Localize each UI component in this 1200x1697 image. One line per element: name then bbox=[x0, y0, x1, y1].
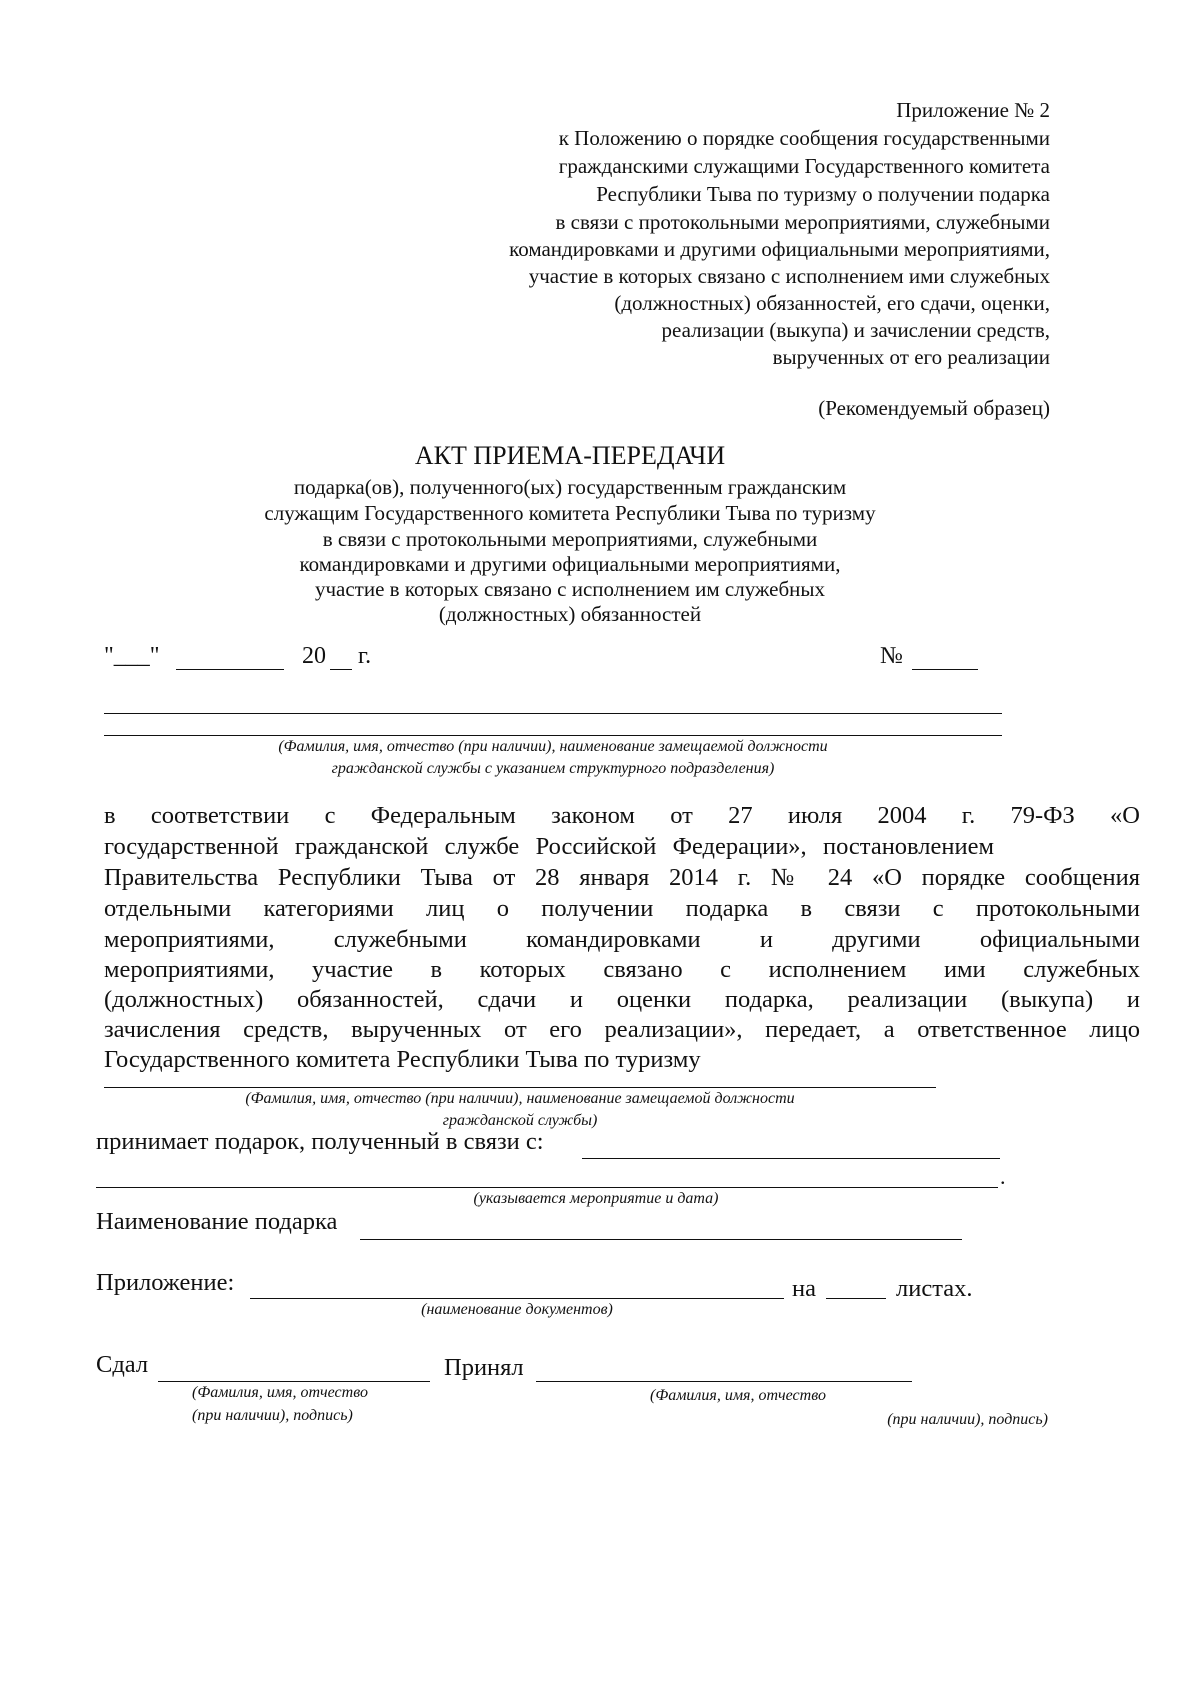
received-label: Принял bbox=[444, 1354, 524, 1381]
caption-receiver-signature: (при наличии), подпись) bbox=[887, 1411, 1048, 1428]
title-subline: (должностных) обязанностей bbox=[438, 602, 702, 626]
received-signature-line bbox=[536, 1381, 912, 1382]
appendix-line: в связи с протокольными мероприятиями, служебными bbox=[555, 210, 1050, 234]
appendix-line: вырученных от его реализации bbox=[772, 345, 1050, 369]
month-blank-line bbox=[176, 669, 284, 670]
caption-fio-position: гражданской службы с указанием структурного подразделения) bbox=[331, 760, 775, 777]
body-line: государственной гражданской службе Российской Федерации», постановлением bbox=[104, 833, 994, 860]
appendix-line: реализации (выкупа) и зачислении средств, bbox=[661, 318, 1050, 342]
appendix-line: командировками и другими официальными мероприятиями, bbox=[509, 237, 1050, 261]
fio-line-1 bbox=[104, 713, 1002, 714]
body-line: зачисления средств, вырученных от его реализации», передает, а ответственное лицо bbox=[104, 1016, 1140, 1043]
accepts-label: принимает подарок, полученный в связи с: bbox=[96, 1128, 544, 1155]
gift-name-label: Наименование подарка bbox=[96, 1208, 338, 1235]
year-suffix: г. bbox=[358, 643, 372, 669]
caption-receiver-signature: (Фамилия, имя, отчество bbox=[650, 1387, 826, 1404]
title-subline: служащим Государственного комитета Республики Тыва по туризму bbox=[264, 501, 876, 525]
sheets-label: листах. bbox=[896, 1275, 973, 1302]
year-prefix: 20 bbox=[302, 643, 326, 669]
title-subline: в связи с протокольными мероприятиями, служебными bbox=[322, 527, 818, 551]
date-day: "___" bbox=[104, 643, 160, 669]
body-line: мероприятиями, участие в которых связано с исполнением ими служебных bbox=[104, 956, 1140, 983]
title-subline: командировками и другими официальными мероприятиями, bbox=[299, 552, 841, 576]
gave-label: Сдал bbox=[96, 1351, 149, 1378]
number-blank-line bbox=[912, 669, 978, 670]
responsible-fio-line bbox=[104, 1087, 936, 1088]
caption-fio-responsible: гражданской службы) bbox=[442, 1112, 598, 1129]
caption-fio-position: (Фамилия, имя, отчество (при наличии), наименование замещаемой должности bbox=[278, 738, 828, 755]
body-line: отдельными категориями лиц о получении подарка в связи с протокольными bbox=[104, 895, 1140, 922]
gift-name-line bbox=[360, 1239, 962, 1240]
appendix-line: участие в которых связано с исполнением ими служебных bbox=[528, 264, 1050, 288]
title-subline: подарка(ов), полученного(ых) государственным гражданским bbox=[293, 475, 847, 499]
document-title: АКТ ПРИЕМА-ПЕРЕДАЧИ bbox=[414, 441, 726, 470]
on-label: на bbox=[792, 1275, 816, 1302]
caption-documents: (наименование документов) bbox=[421, 1301, 613, 1318]
body-line: в соответствии с Федеральным законом от 27 июля 2004 г. 79-ФЗ «О bbox=[104, 802, 1140, 829]
body-line: Правительства Республики Тыва от 28 января 2014 г. № 24 «О порядке сообщения bbox=[104, 864, 1140, 891]
sheets-count-line bbox=[826, 1298, 886, 1299]
attachment-line bbox=[250, 1298, 784, 1299]
year-blank-line bbox=[330, 669, 352, 670]
appendix-line: Республики Тыва по туризму о получении подарка bbox=[596, 182, 1050, 206]
caption-giver-signature: (при наличии), подпись) bbox=[192, 1407, 353, 1424]
event-line-2 bbox=[96, 1187, 998, 1188]
title-subline: участие в которых связано с исполнением им служебных bbox=[314, 577, 826, 601]
sample-note: (Рекомендуемый образец) bbox=[818, 396, 1050, 420]
appendix-line: гражданскими служащими Государственного комитета bbox=[558, 154, 1050, 178]
caption-event-date: (указывается мероприятие и дата) bbox=[473, 1190, 719, 1207]
appendix-line: Приложение № 2 bbox=[896, 98, 1050, 122]
attachment-label: Приложение: bbox=[96, 1269, 235, 1296]
fio-line-2 bbox=[104, 735, 1002, 736]
gave-signature-line bbox=[158, 1381, 430, 1382]
appendix-line: (должностных) обязанностей, его сдачи, оценки, bbox=[614, 291, 1050, 315]
body-line: мероприятиями, служебными командировками и другими официальными bbox=[104, 926, 1140, 953]
caption-fio-responsible: (Фамилия, имя, отчество (при наличии), наименование замещаемой должности bbox=[245, 1090, 795, 1107]
number-label: № bbox=[880, 643, 903, 669]
body-line: Государственного комитета Республики Тыва по туризму bbox=[104, 1046, 701, 1073]
body-line: (должностных) обязанностей, сдачи и оценки подарка, реализации (выкупа) и bbox=[104, 986, 1140, 1013]
event-line-dot: . bbox=[1000, 1164, 1006, 1189]
event-line-1 bbox=[582, 1158, 1000, 1159]
appendix-line: к Положению о порядке сообщения государственными bbox=[558, 126, 1050, 150]
caption-giver-signature: (Фамилия, имя, отчество bbox=[192, 1384, 368, 1401]
